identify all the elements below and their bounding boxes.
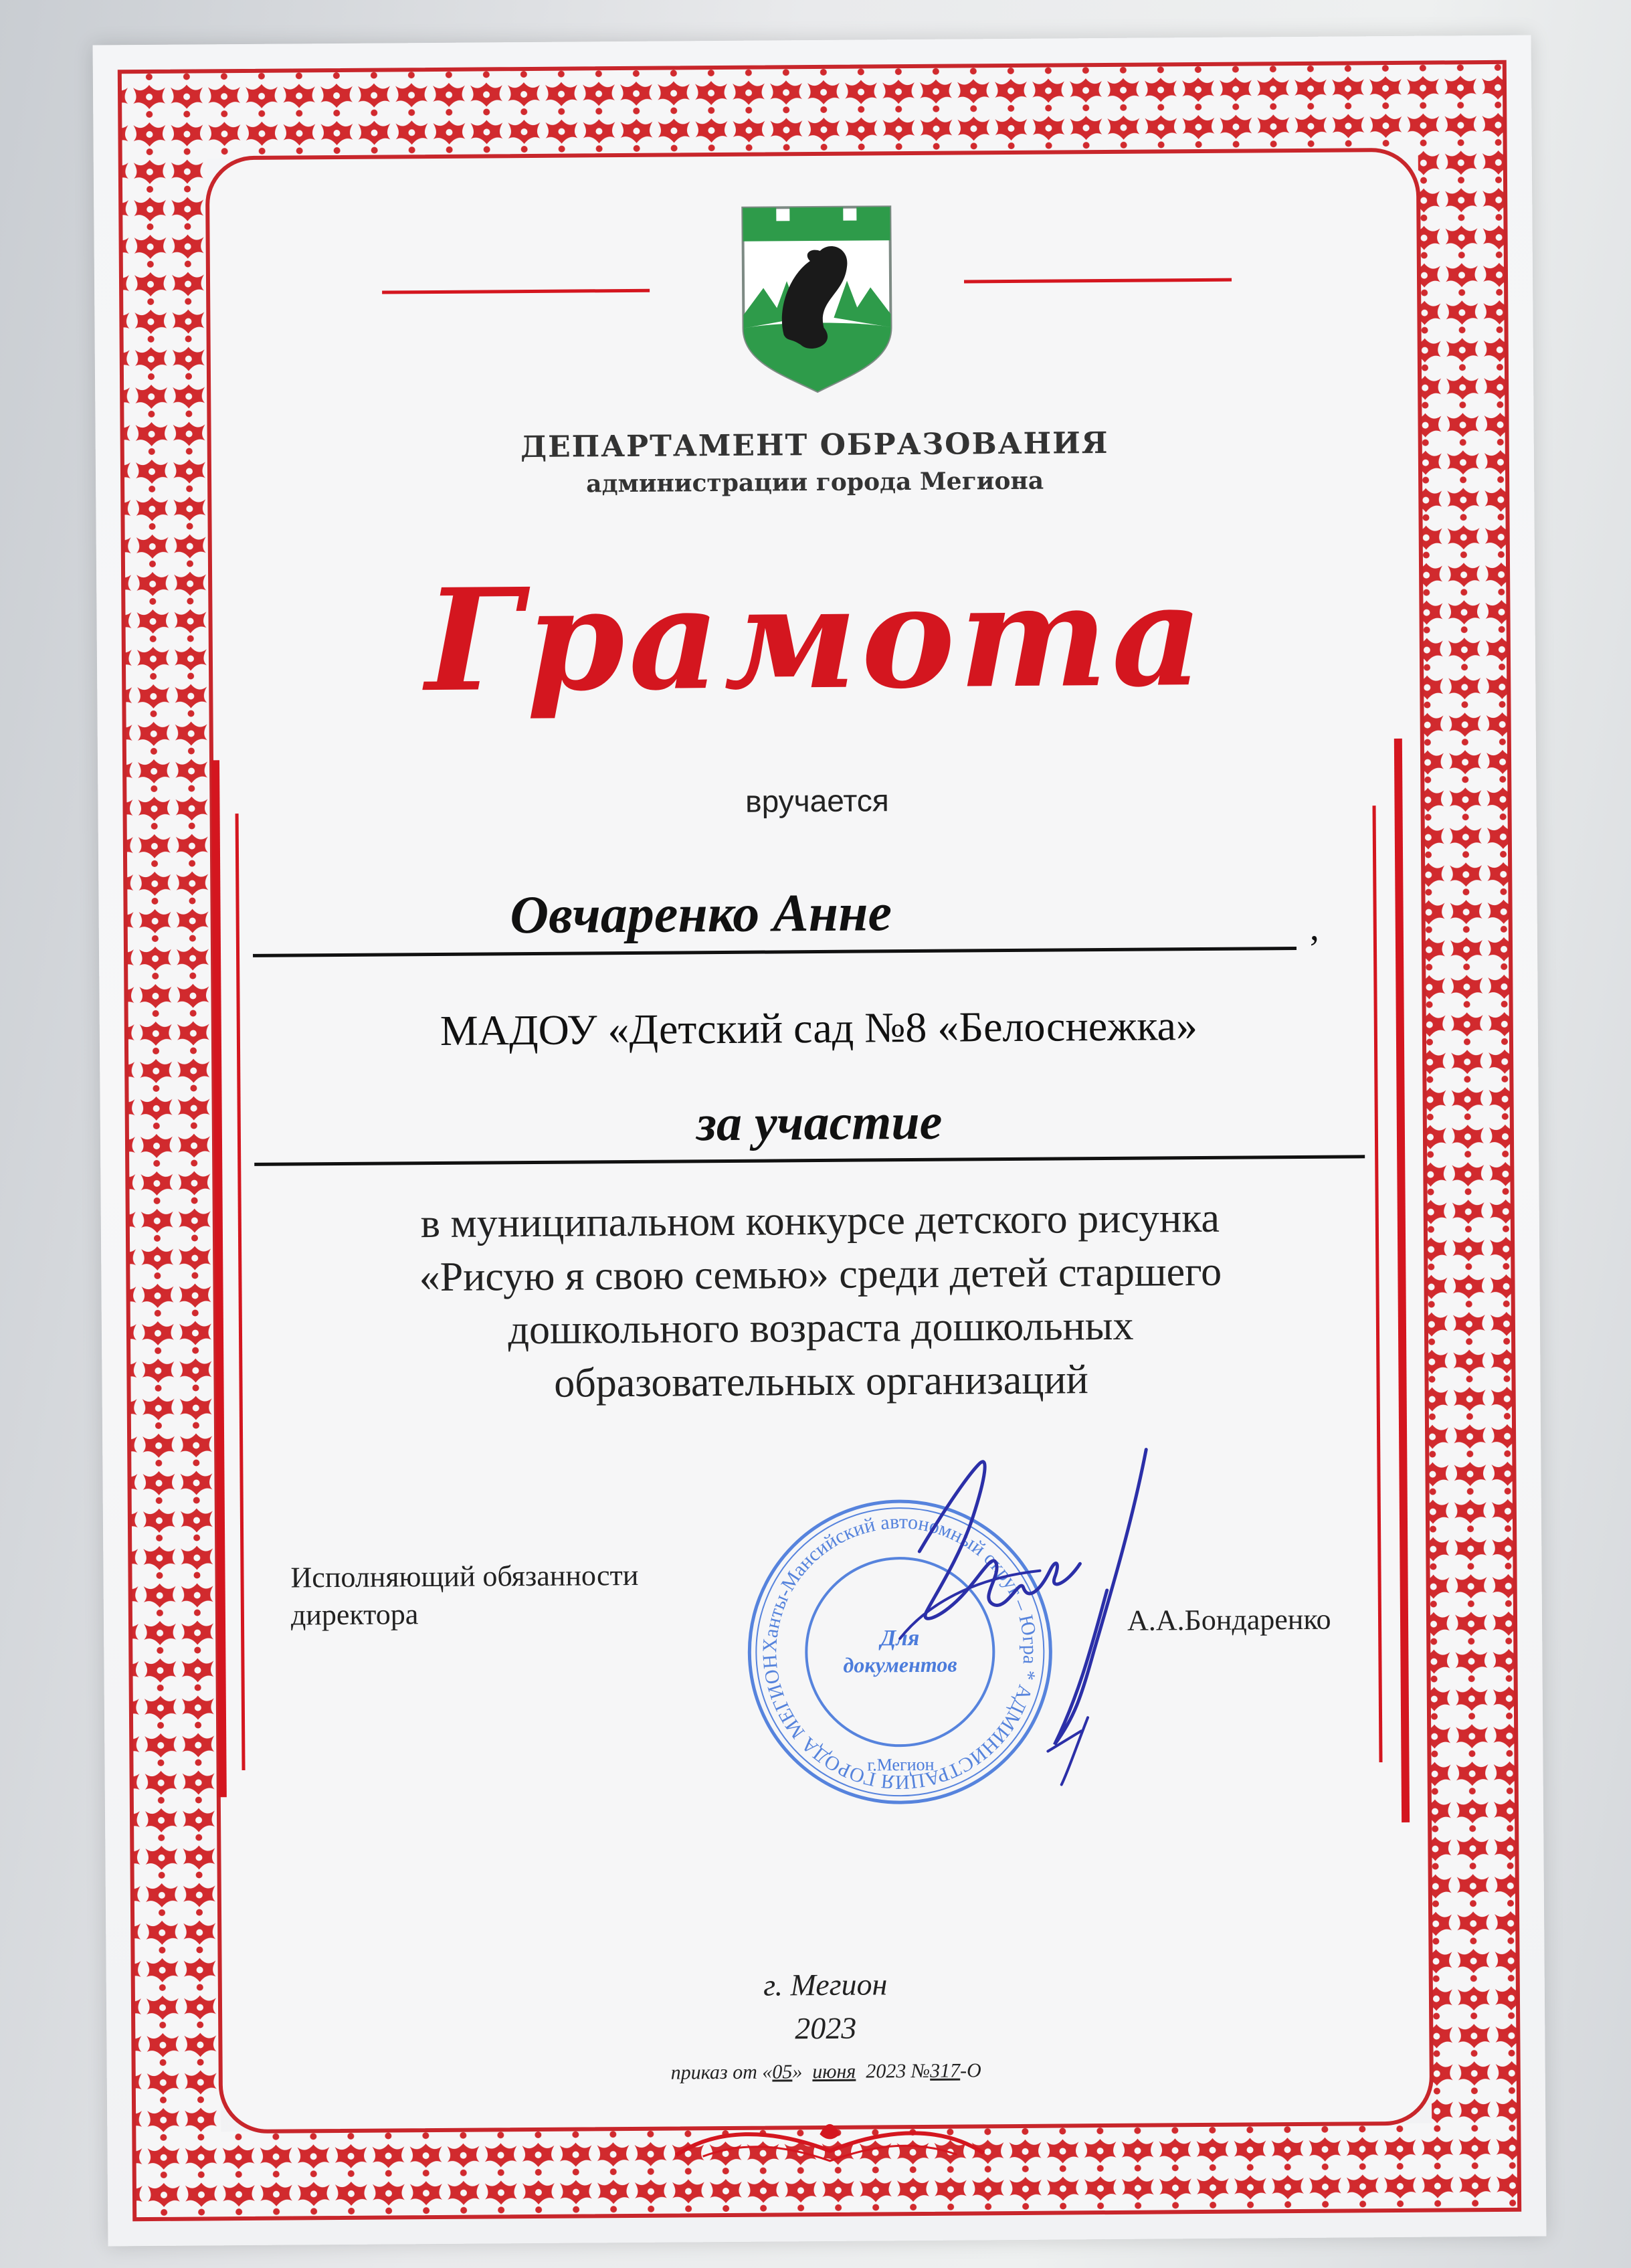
- stamp-center-line1: Для: [880, 1625, 920, 1651]
- order-month: июня: [812, 2060, 856, 2083]
- flourish-ornament-icon: [662, 2113, 997, 2175]
- order-year-no: 2023 №: [866, 2059, 931, 2083]
- footer-city: г. Мегион: [763, 1967, 888, 2002]
- recipient-name: Овчаренко Анне: [510, 883, 892, 945]
- position-line: директора: [290, 1598, 419, 1632]
- footer-year: 2023: [795, 2010, 857, 2046]
- order-day: 05: [772, 2061, 793, 2083]
- awarded-label: вручается: [745, 783, 889, 819]
- department-title: ДЕПАРТАМЕНТ ОБРАЗОВАНИЯ: [520, 426, 1109, 465]
- position-line: Исполняющий обязанности: [290, 1558, 639, 1594]
- contest-line: в муниципальном конкурсе детского рисунка: [420, 1195, 1220, 1247]
- signatory-position: [290, 1557, 639, 1634]
- order-number: 317: [929, 2059, 961, 2082]
- contest-line: образовательных организаций: [553, 1357, 1089, 1406]
- contest-description: [101, 1189, 1541, 1413]
- certificate-title: Грамота: [424, 552, 1208, 724]
- order-suffix: -О: [959, 2059, 981, 2082]
- award-reason: за участие: [696, 1093, 943, 1152]
- order-prefix: приказ от «: [670, 2061, 773, 2084]
- order-mid: »: [792, 2061, 803, 2083]
- city-coat-of-arms-icon: [736, 200, 898, 395]
- organization-name: МАДОУ «Детский сад №8 «Белоснежка»: [440, 1002, 1198, 1054]
- signatory-name: А.А.Бондаренко: [1127, 1602, 1331, 1637]
- administration-subtitle: администрации города Мегиона: [586, 466, 1044, 498]
- stamp-city: г.Мегион: [867, 1754, 935, 1775]
- recipient-comma: ,: [1309, 907, 1320, 949]
- stamp-ring-text: Ханты-Мансийский автономный округ – Югра * АДМИНИСТРАЦИЯ ГОРОДА МЕГИОНА: [759, 1511, 1042, 1794]
- certificate-sheet: [93, 35, 1547, 2247]
- contest-line: дошкольного возраста дошкольных: [508, 1303, 1134, 1353]
- stamp-center-line2: документов: [843, 1652, 957, 1677]
- contest-line: «Рисую я свою семью» среди детей старшего: [419, 1248, 1222, 1301]
